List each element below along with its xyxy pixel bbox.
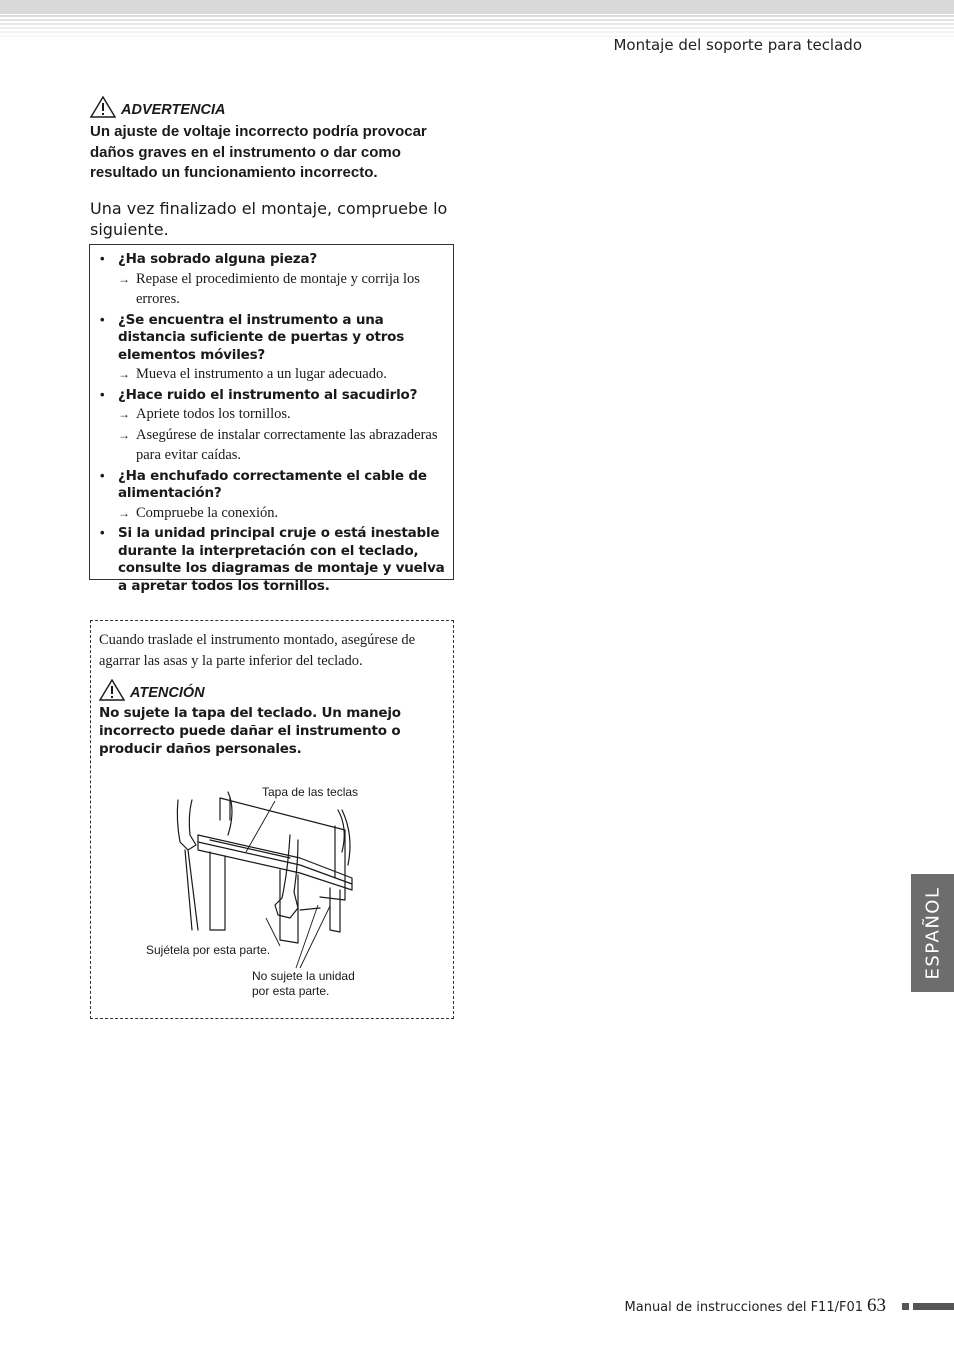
checklist-answer-text: Apriete todos los tornillos.: [136, 406, 291, 422]
language-tab: [911, 874, 954, 992]
checklist-question: • ¿Hace ruido el instrumento al sacudirlo?: [118, 386, 418, 403]
arrow-icon: →: [118, 427, 130, 442]
checklist-question: • Si la unidad principal cruje o está inestable durante la interpretación con el teclado, consulte los diagramas de montaje y vuelva a apretar todos los tornillos.: [118, 525, 445, 594]
checklist-answer-text: Compruebe la conexión.: [136, 504, 279, 521]
page-number: 63: [867, 1295, 886, 1316]
arrow-icon: →: [118, 367, 130, 381]
caution-text: No sujete la tapa del teclado. Un manejo incorrecto puede dañar el instrumento o producir daños personales.: [99, 705, 401, 757]
callout-do-not-hold: [252, 969, 355, 999]
callout-do-not-hold-line2: por esta parte.: [252, 984, 330, 998]
checklist-question: • ¿Ha enchufado correctamente el cable de alimentación?: [118, 467, 427, 501]
moving-text: Cuando traslade el instrumento montado, asegúrese de agarrar las asas y la parte inferior del teclado.: [99, 632, 416, 669]
arrow-icon: →: [118, 505, 130, 520]
checklist-heading: Una vez finalizado el montaje, compruebe lo siguiente.: [90, 199, 448, 239]
footer-manual-title: Manual de instrucciones del F11/F01: [624, 1300, 863, 1315]
footer-square: [902, 1303, 909, 1310]
callout-key-lid: Tapa de las teclas: [262, 785, 359, 799]
footer: [625, 1295, 886, 1317]
checklist-question: • ¿Ha sobrado alguna pieza?: [118, 251, 317, 267]
section-title: Montaje del soporte para teclado: [613, 36, 862, 54]
checklist-answer-text: Repase el procedimiento de montaje y corrija los errores.: [136, 270, 420, 307]
callout-hold-here: Sujétela por esta parte.: [146, 943, 271, 957]
warning-text: Un ajuste de voltaje incorrecto podría provocar daños graves en el instrumento o dar como resultado un funcionamiento incorrecto.: [90, 123, 427, 181]
checklist-answer-text: Mueva el instrumento a un lugar adecuado.: [136, 366, 387, 382]
arrow-icon: →: [118, 271, 130, 286]
arrow-icon: →: [118, 407, 130, 421]
caution-label: ATENCIÓN: [130, 685, 205, 701]
checklist-answer-text: Asegúrese de instalar correctamente las abrazaderas para evitar caídas.: [136, 426, 438, 463]
footer-bar: [913, 1303, 954, 1310]
warning-label: ADVERTENCIA: [121, 102, 226, 118]
callout-do-not-hold-line1: No sujete la unidad: [252, 969, 355, 983]
checklist-question: • ¿Se encuentra el instrumento a una distancia suficiente de puertas y otros elementos móviles?: [118, 311, 405, 363]
language-tab-label: ESPAÑOL: [922, 886, 943, 980]
